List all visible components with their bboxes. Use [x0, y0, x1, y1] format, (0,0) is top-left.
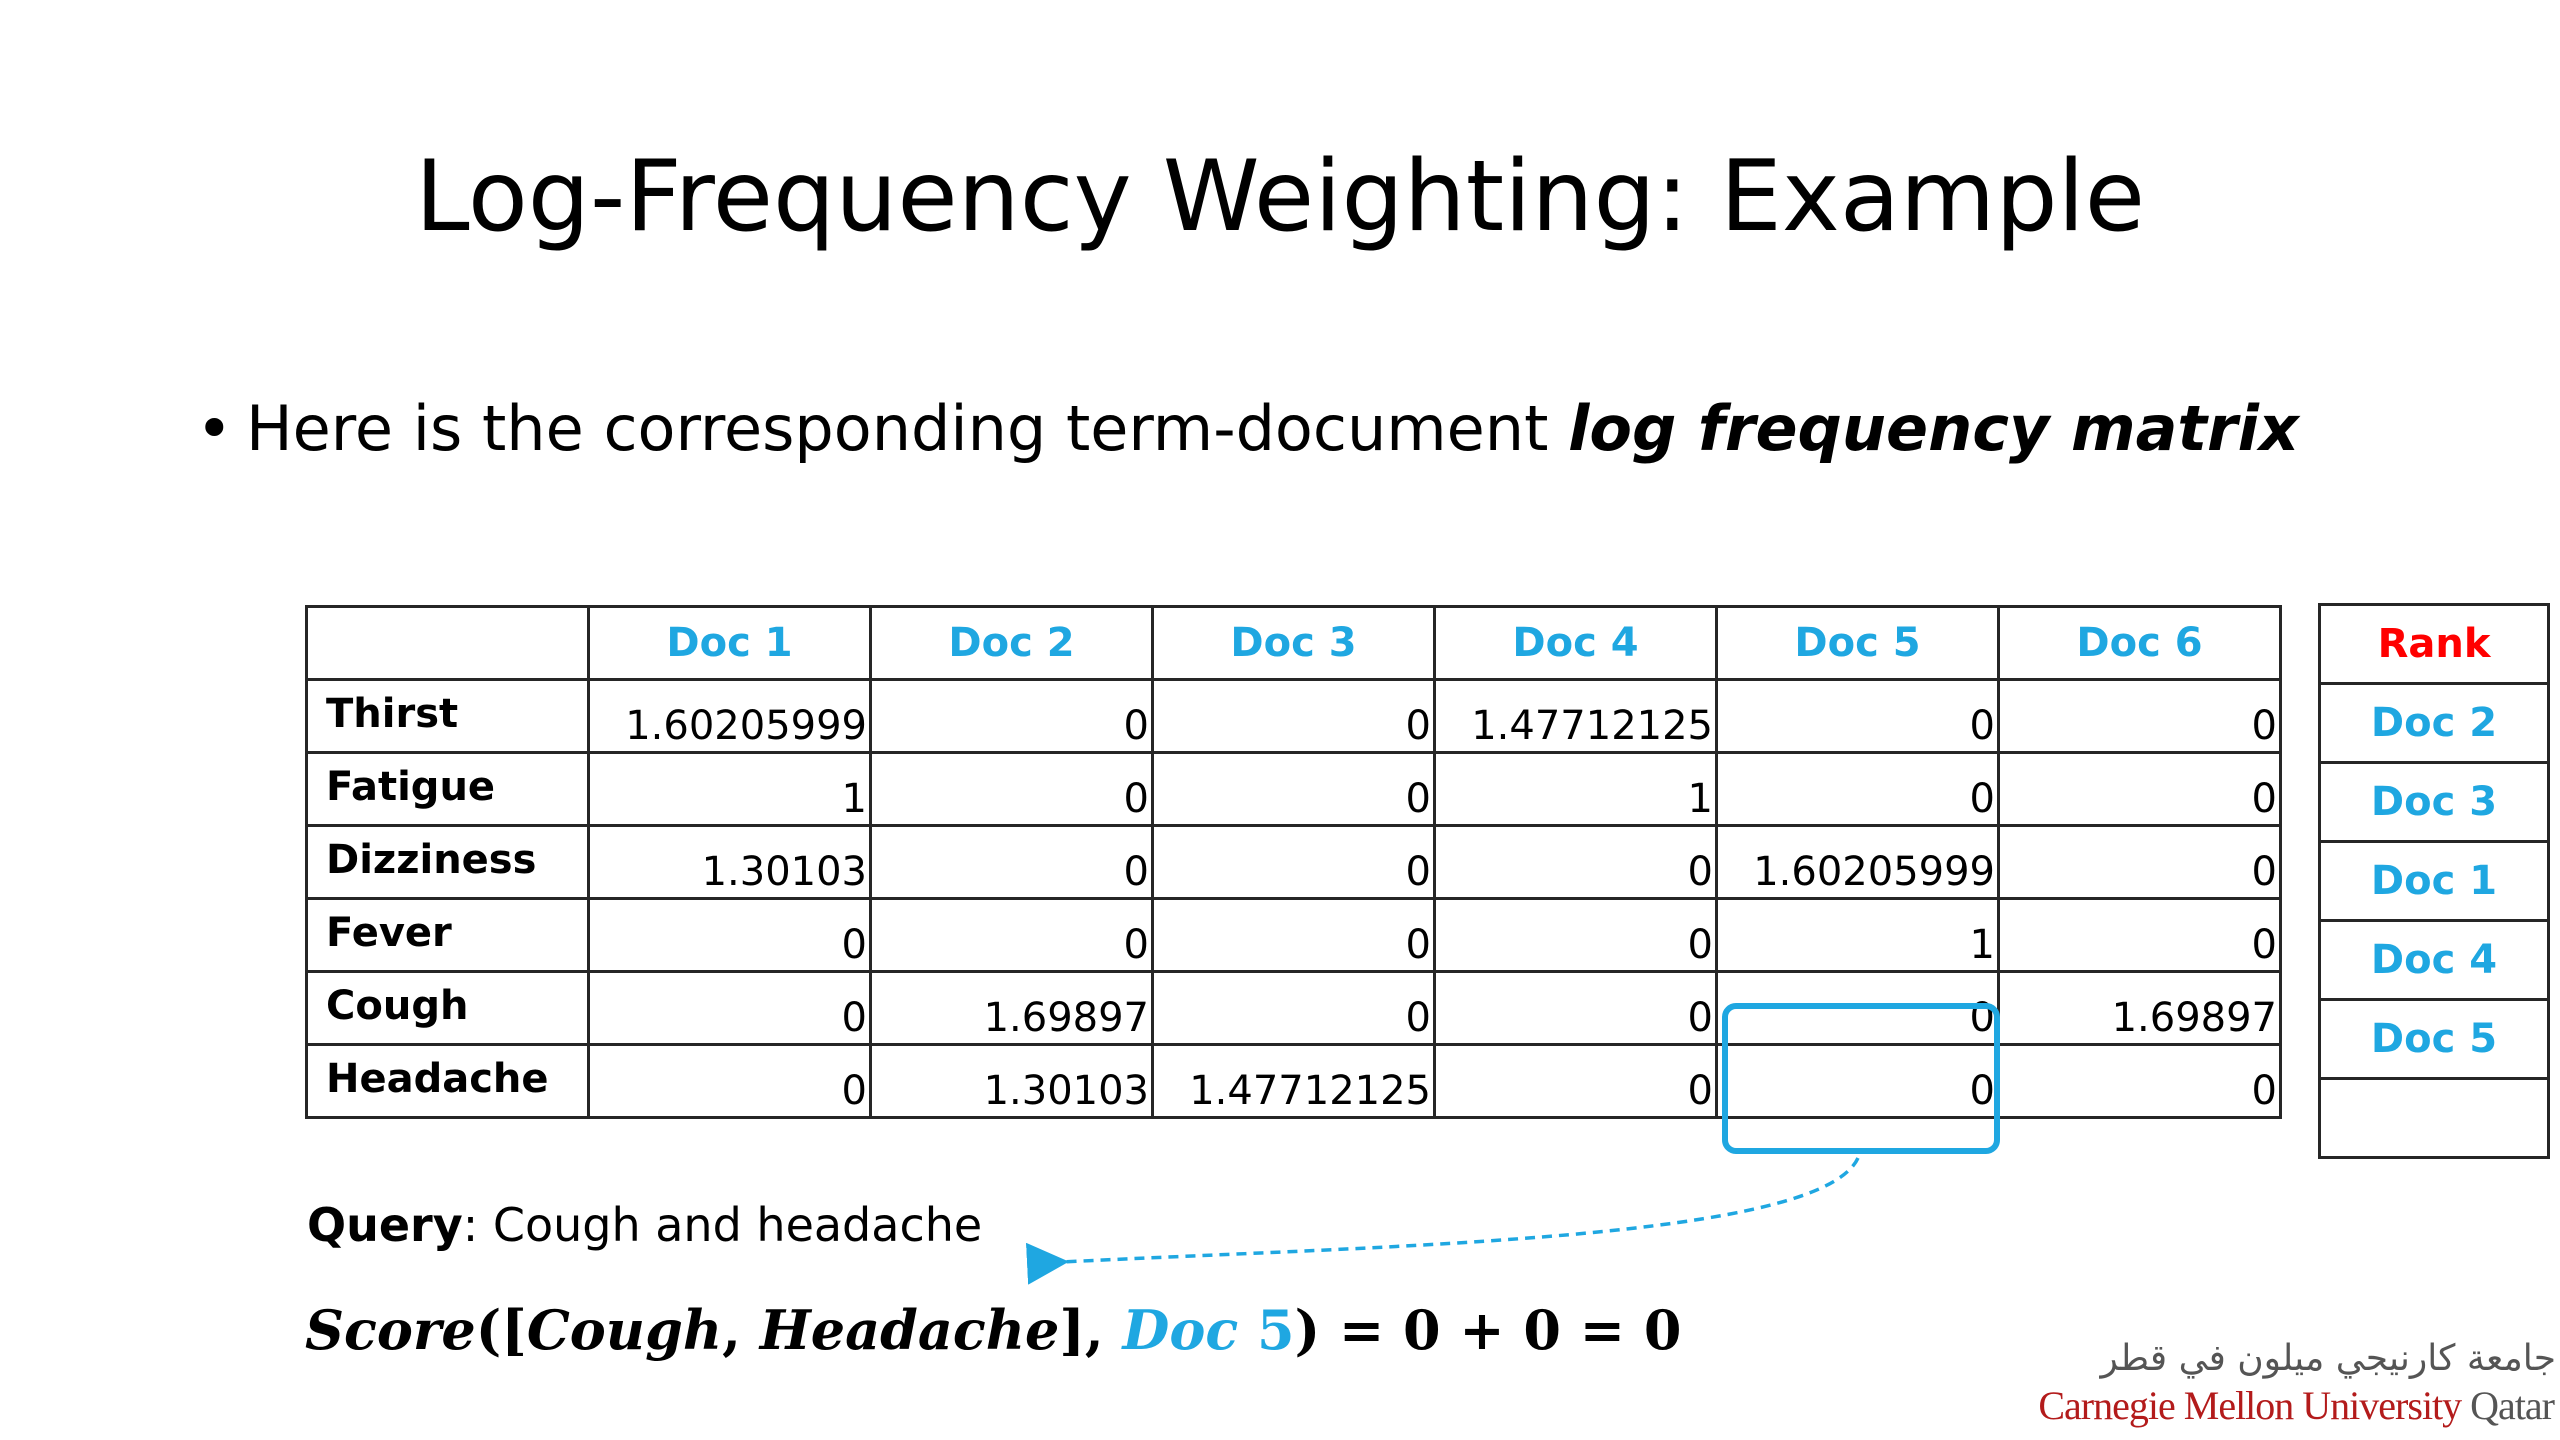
matrix-cell: 1: [1435, 753, 1717, 826]
english-wordmark: [2038, 1382, 2554, 1429]
matrix-cell: 0: [1435, 1045, 1717, 1118]
matrix-cell: 0: [1435, 899, 1717, 972]
matrix-cell: 0: [1435, 972, 1717, 1045]
bullet-point: [196, 392, 2299, 465]
column-header: Doc 1: [589, 607, 871, 680]
score-formula: [305, 1298, 1682, 1362]
matrix-cell: 0: [1999, 826, 2281, 899]
score-sep: ,: [722, 1298, 760, 1362]
matrix-cell: 0: [1999, 899, 2281, 972]
matrix-cell: 0: [1999, 680, 2281, 753]
score-doc-num: 5: [1238, 1298, 1295, 1362]
score-term1: Cough: [526, 1298, 723, 1362]
matrix-cell: 1.47712125: [1153, 1045, 1435, 1118]
term-label: Headache: [307, 1045, 589, 1118]
matrix-cell: 1.30103: [871, 1045, 1153, 1118]
matrix-cell: 0: [1717, 753, 1999, 826]
score-func: Score: [305, 1298, 476, 1362]
column-header: Doc 4: [1435, 607, 1717, 680]
score-doc: Doc: [1122, 1298, 1239, 1362]
score-mid: ],: [1059, 1298, 1123, 1362]
term-label: Cough: [307, 972, 589, 1045]
matrix-cell: 0: [871, 680, 1153, 753]
query-line: [307, 1198, 983, 1252]
english-wordmark-suffix: Qatar: [2461, 1383, 2554, 1428]
bullet-text: Here is the corresponding term-document: [246, 392, 1569, 465]
score-term2: Headache: [759, 1298, 1060, 1362]
matrix-cell: 0: [1153, 972, 1435, 1045]
table-row: [307, 826, 2281, 899]
term-label: Thirst: [307, 680, 589, 753]
matrix-cell: 0: [1999, 1045, 2281, 1118]
matrix-cell: 0: [871, 826, 1153, 899]
matrix-header-row: [307, 607, 2281, 680]
matrix-cell: 1: [589, 753, 871, 826]
matrix-cell: 0: [1717, 1045, 1999, 1118]
bullet-emphasis: log frequency matrix: [1568, 392, 2299, 465]
table-row: [307, 680, 2281, 753]
doc5-highlight-box: [1722, 1003, 2000, 1154]
matrix-cell: 0: [589, 899, 871, 972]
matrix-cell: 0: [1717, 972, 1999, 1045]
matrix-cell: 0: [1999, 753, 2281, 826]
column-header: Doc 3: [1153, 607, 1435, 680]
matrix-cell: 1: [1717, 899, 1999, 972]
cmu-qatar-logo: [2038, 1330, 2560, 1440]
arabic-wordmark-text: جامعة كارنيجي ميلون في قطر: [2100, 1338, 2556, 1379]
english-wordmark-text: Carnegie Mellon University: [2038, 1383, 2462, 1428]
matrix-cell: 0: [589, 972, 871, 1045]
matrix-cell: 1.60205999: [589, 680, 871, 753]
term-label: Fatigue: [307, 753, 589, 826]
matrix-cell: 0: [871, 753, 1153, 826]
bullet-dot: •: [196, 392, 233, 465]
slide-title: Log-Frequency Weighting: Example: [414, 140, 2146, 254]
matrix-cell: 0: [871, 899, 1153, 972]
column-header: Doc 5: [1717, 607, 1999, 680]
matrix-cell: 0: [1153, 826, 1435, 899]
matrix-cell: 0: [1153, 899, 1435, 972]
arabic-wordmark: [2070, 1330, 2560, 1380]
matrix-corner-cell: [307, 607, 589, 680]
matrix-cell: 1.69897: [1999, 972, 2281, 1045]
rank-item: Doc 3: [2320, 763, 2549, 842]
matrix-cell: 1.30103: [589, 826, 871, 899]
matrix-cell: 0: [1435, 826, 1717, 899]
term-label: Fever: [307, 899, 589, 972]
table-row: [307, 899, 2281, 972]
rank-header: Rank: [2320, 605, 2549, 684]
matrix-cell: 1.47712125: [1435, 680, 1717, 753]
table-row: [307, 753, 2281, 826]
term-label: Dizziness: [307, 826, 589, 899]
rank-item: Doc 5: [2320, 1000, 2549, 1079]
matrix-cell: 0: [1717, 680, 1999, 753]
matrix-cell: 0: [1153, 680, 1435, 753]
column-header: Doc 2: [871, 607, 1153, 680]
matrix-cell: 0: [589, 1045, 871, 1118]
query-label: Query: [307, 1198, 463, 1252]
score-close: ) = 0 + 0 = 0: [1294, 1298, 1682, 1362]
rank-item: Doc 2: [2320, 684, 2549, 763]
matrix-cell: 0: [1153, 753, 1435, 826]
rank-item: [2320, 1079, 2549, 1158]
score-open: ([: [475, 1298, 527, 1362]
query-text: : Cough and headache: [462, 1198, 983, 1252]
rank-item: Doc 1: [2320, 842, 2549, 921]
rank-table: [2318, 603, 2550, 1159]
column-header: Doc 6: [1999, 607, 2281, 680]
matrix-cell: 1.69897: [871, 972, 1153, 1045]
matrix-cell: 1.60205999: [1717, 826, 1999, 899]
rank-item: Doc 4: [2320, 921, 2549, 1000]
